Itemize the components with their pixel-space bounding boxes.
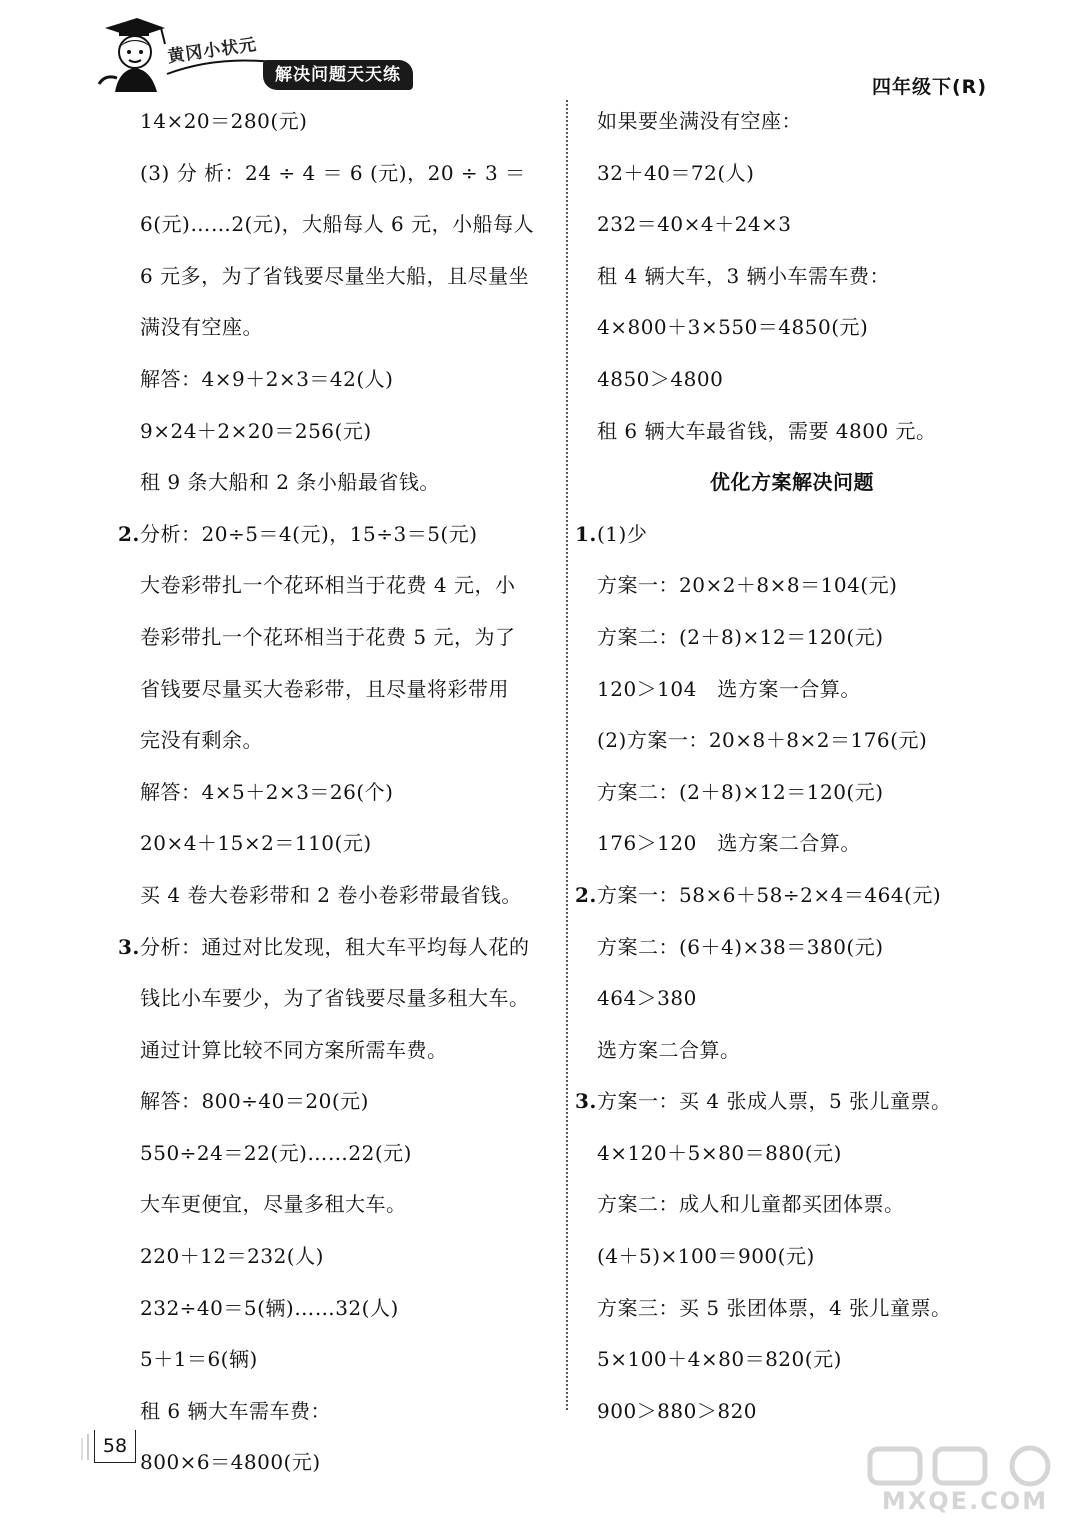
text-line: 通过计算比较不同方案所需车费。 [140,1037,448,1062]
series-title: 解决问题天天练 [263,60,413,90]
text-line: 方案一：58×6＋58÷2×4＝464(元) [597,882,942,907]
text-line: (4＋5)×100＝900(元) [597,1244,815,1269]
text-line: 900＞880＞820 [597,1398,758,1423]
grade-label: 四年级下(R) [872,76,987,98]
question-number: 3. [118,934,140,959]
text-line: 方案一：买 4 张成人票，5 张儿童票。 [597,1089,952,1114]
text-line: 232＝40×4＋24×3 [597,212,792,237]
text-line: 5×100＋4×80＝820(元) [597,1347,842,1372]
text-line: 方案二：(6＋4)×38＝380(元) [597,934,884,959]
text-line: 买 4 卷大卷彩带和 2 卷小卷彩带最省钱。 [140,882,522,907]
text-line: 方案一：20×2＋8×8＝104(元) [597,573,898,598]
column-divider [566,100,568,1410]
text-line: 32＋40＝72(人) [597,160,755,185]
text-line: 分析：通过对比发现，租大车平均每人花的 [140,934,530,959]
text-line: 卷彩带扎一个花环相当于花费 5 元，为了 [140,624,516,649]
question-line [118,922,560,974]
text-line: (3) 分 析：24 ÷ 4 ＝ 6 (元)，20 ÷ 3 ＝ [140,160,526,185]
question-line [575,1076,1017,1128]
text-line: 如果要坐满没有空座： [597,109,802,133]
right-column [575,96,1017,1437]
page-edge-marks [74,1430,94,1464]
text-line: 6(元)……2(元)，大船每人 6 元，小船每人 [140,212,535,237]
text-line: 选方案二合算。 [597,1037,741,1062]
text-line: 租 9 条大船和 2 条小船最省钱。 [140,470,440,495]
mascot-icon [95,14,175,94]
text-line: 租 6 辆大车需车费： [140,1398,331,1423]
text-line: 大车更便宜，尽量多租大车。 [140,1192,407,1217]
text-line: 方案二：(2＋8)×12＝120(元) [597,624,884,649]
text-line: 20×4＋15×2＝110(元) [140,831,372,856]
text-line: 232÷40＝5(辆)……32(人) [140,1295,399,1320]
text-line: 550÷24＝22(元)……22(元) [140,1140,412,1165]
watermark [860,1445,1070,1515]
question-line [575,870,1017,922]
text-line: 钱比小车要少，为了省钱要尽量多租大车。 [140,986,530,1011]
page-number: 58 [94,1430,136,1463]
text-line: 176＞120 选方案二合算。 [597,831,861,856]
text-line: 分析：20÷5＝4(元)，15÷3＝5(元) [140,521,478,546]
text-line: 满没有空座。 [140,315,263,340]
text-line: 租 4 辆大车，3 辆小车需车费： [597,263,891,288]
text-line: 完没有剩余。 [140,728,263,753]
text-line: 租 6 辆大车最省钱，需要 4800 元。 [597,418,937,443]
question-number: 3. [575,1089,597,1114]
text-line: 464＞380 [597,986,697,1011]
text-line: 省钱要尽量买大卷彩带，且尽量将彩带用 [140,676,509,701]
question-number: 2. [118,521,140,546]
question-line [575,509,1017,561]
text-line: 14×20＝280(元) [140,109,308,133]
text-line: 800×6＝4800(元) [140,1450,321,1475]
text-line: 120＞104 选方案一合算。 [597,676,861,701]
text-line: 方案二：(2＋8)×12＝120(元) [597,779,884,804]
page-header [95,8,455,103]
section-heading: 优化方案解决问题 [710,470,874,495]
text-line: 4×120＋5×80＝880(元) [597,1140,842,1165]
text-line: 解答：4×9＋2×3＝42(人) [140,366,394,391]
text-line: 5＋1＝6(辆) [140,1347,258,1372]
text-line: 方案二：成人和儿童都买团体票。 [597,1192,905,1217]
text-line: 解答：4×5＋2×3＝26(个) [140,779,394,804]
text-line: 大卷彩带扎一个花环相当于花费 4 元，小 [140,573,516,598]
text-line: 解答：800÷40＝20(元) [140,1089,369,1114]
text-line: (1)少 [597,521,648,546]
text-line: (2)方案一：20×8＋8×2＝176(元) [597,728,928,753]
text-line: 4850＞4800 [597,366,724,391]
question-number: 2. [575,882,597,907]
question-number: 1. [575,521,597,546]
text-line: 4×800＋3×550＝4850(元) [597,315,869,340]
watermark-text: MXQE.COM [881,1487,1049,1515]
question-line [118,509,560,561]
text-line: 6 元多，为了省钱要尽量坐大船，且尽量坐 [140,263,530,288]
left-column [118,96,560,1489]
text-line: 方案三：买 5 张团体票，4 张儿童票。 [597,1295,952,1320]
text-line: 9×24＋2×20＝256(元) [140,418,372,443]
text-line: 220＋12＝232(人) [140,1244,324,1269]
brand-logo-text: 黄冈小状元 [166,34,259,68]
